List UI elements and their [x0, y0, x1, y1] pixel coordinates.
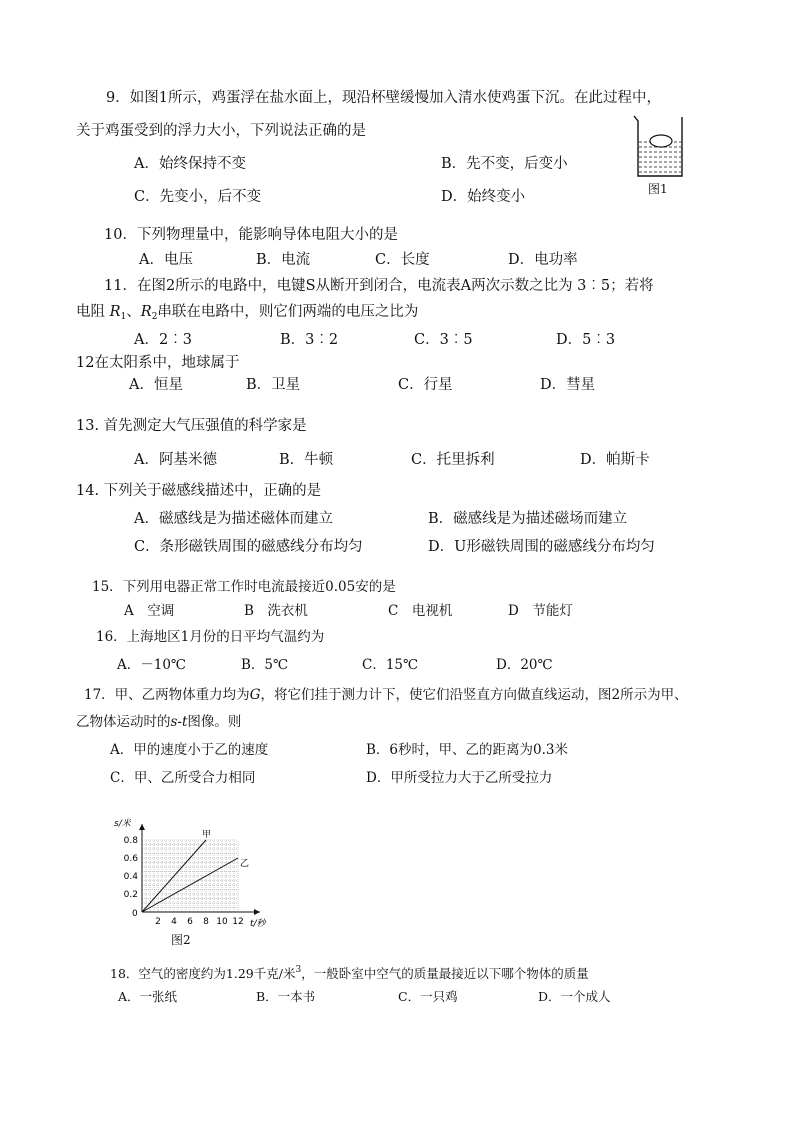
q12-option-b: B．卫星 — [246, 377, 301, 393]
q15-option-c: C 电视机 — [388, 603, 453, 619]
x-axis-arrow — [254, 909, 260, 915]
y-tick-label: 0.6 — [123, 854, 138, 864]
x-tick-label: 2 — [155, 917, 161, 927]
q16-option-a: A．－10℃ — [117, 657, 187, 673]
q17-option-c: C．甲、乙所受合力相同 — [110, 770, 256, 786]
q14-stem: 14. 下列关于磁感线描述中，正确的是 — [76, 483, 322, 499]
q15-stem: 15．下列用电器正常工作时电流最接近0.05安的是 — [92, 579, 396, 595]
q14-option-d: D．U形磁铁周围的磁感线分布均匀 — [428, 539, 655, 555]
x-tick-label: 10 — [216, 917, 228, 927]
q10-option-c: C．长度 — [375, 252, 430, 268]
q12-option-d: D．彗星 — [540, 377, 596, 393]
q12-option-a: A．恒星 — [129, 377, 183, 393]
y-axis-arrow — [139, 824, 145, 830]
q14-option-c: C．条形磁铁周围的磁感线分布均匀 — [134, 539, 363, 555]
series-label-2: 乙 — [240, 859, 250, 869]
q16-option-c: C．15℃ — [362, 657, 419, 673]
series-label-1: 甲 — [202, 830, 212, 840]
q9-stem-line1: 9．如图1所示，鸡蛋浮在盐水面上，现沿杯壁缓慢加入清水使鸡蛋下沉。在此过程中， — [106, 90, 661, 106]
q18-option-b: B．一本书 — [256, 989, 316, 1004]
q11-stem-line1: 11．在图2所示的电路中，电键S从断开到闭合，电流表A两次示数之比为 3︰5；若将 — [104, 278, 654, 294]
q18-option-a: A．一张纸 — [118, 989, 178, 1004]
q17-stem-line2: 乙物体运动时的s-t图像。则 — [76, 714, 242, 730]
x-tick-label: 6 — [187, 917, 193, 927]
q12-option-c: C．行星 — [398, 377, 453, 393]
q17-option-a: A．甲的速度小于乙的速度 — [110, 742, 269, 758]
q18-option-d: D．一个成人 — [538, 989, 611, 1004]
q17-option-d: D．甲所受拉力大于乙所受拉力 — [366, 770, 553, 786]
q16-option-d: D．20℃ — [496, 657, 553, 673]
q13-option-c: C．托里拆利 — [411, 452, 495, 468]
q9-stem-line2: 关于鸡蛋受到的浮力大小，下列说法正确的是 — [76, 123, 366, 139]
figure1-caption: 图1 — [648, 182, 668, 196]
q15-option-b: B 洗衣机 — [244, 603, 308, 619]
q15-option-a: A 空调 — [124, 603, 175, 619]
q9-option-b: B．先不变，后变小 — [441, 156, 568, 172]
q9-option-a: A．始终保持不变 — [134, 156, 246, 172]
q16-option-b: B．5℃ — [241, 657, 289, 673]
q13-stem: 13. 首先测定大气压强值的科学家是 — [76, 418, 307, 434]
q12-stem: 12在太阳系中，地球属于 — [76, 355, 240, 371]
y-tick-label: 0.2 — [123, 890, 138, 900]
q9-option-c: C．先变小，后不变 — [134, 189, 262, 205]
q11-option-d: D．5︰3 — [556, 332, 616, 348]
figure2-caption: 图2 — [171, 933, 191, 947]
x-axis-label: t/秒 — [250, 919, 266, 929]
y-axis-label: s/米 — [114, 819, 131, 829]
q9-option-d: D．始终变小 — [441, 189, 526, 205]
q10-option-d: D．电功率 — [508, 252, 578, 268]
q15-option-d: D 节能灯 — [508, 603, 573, 619]
q13-option-b: B．牛顿 — [279, 452, 334, 468]
egg — [650, 135, 672, 147]
q11-option-c: C．3︰5 — [414, 332, 473, 348]
q11-option-b: B．3︰2 — [280, 332, 339, 348]
x-tick-label: 4 — [171, 917, 177, 927]
q16-stem: 16．上海地区1月份的日平均气温约为 — [96, 629, 325, 645]
q13-option-d: D．帕斯卡 — [580, 452, 650, 468]
q17-option-b: B．6秒时，甲、乙的距离为0.3米 — [366, 742, 568, 758]
q11-option-a: A．2︰3 — [134, 332, 192, 348]
q11-stem-line2: 电阻 $R_1$、$R_2$串联在电路中，则它们两端的电压之比为 — [76, 304, 419, 322]
q18-stem: 18．空气的密度约为1.29千克/米$^3$，一般卧室中空气的质量最接近以下哪个物体的质量 — [110, 965, 589, 981]
x-tick-label: 8 — [203, 917, 209, 927]
figure2-st-chart — [110, 812, 280, 932]
q18-option-c: C．一只鸡 — [398, 989, 458, 1004]
q10-option-b: B．电流 — [256, 252, 311, 268]
y-tick-label: 0.4 — [123, 872, 138, 882]
q14-option-b: B．磁感线是为描述磁场而建立 — [428, 511, 628, 527]
figure1-beaker — [630, 112, 690, 182]
y-tick-label: 0.8 — [123, 836, 138, 846]
q10-stem: 10．下列物理量中，能影响导体电阻大小的是 — [104, 227, 398, 243]
q10-option-a: A．电压 — [139, 252, 193, 268]
q13-option-a: A．阿基米德 — [134, 452, 217, 468]
origin-label: 0 — [132, 909, 138, 919]
x-tick-label: 12 — [232, 917, 244, 927]
q17-stem-line1: 17．甲、乙两物体重力均为G，将它们挂于测力计下，使它们沿竖直方向做直线运动，图2所示为甲、 — [84, 687, 688, 703]
q14-option-a: A．磁感线是为描述磁体而建立 — [134, 511, 333, 527]
